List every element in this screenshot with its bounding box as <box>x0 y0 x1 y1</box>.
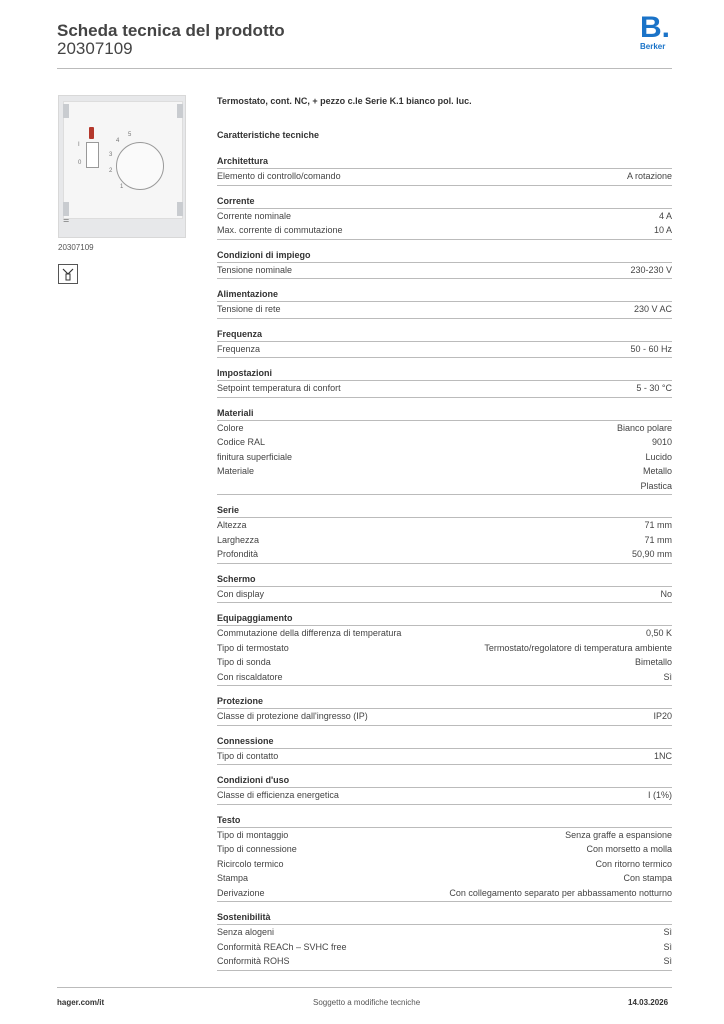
switch-label-on: I <box>78 142 80 148</box>
brand-logo <box>640 11 674 51</box>
spec-key: Tensione di rete <box>217 304 281 314</box>
spec-value <box>484 641 672 656</box>
spec-key: Tipo di termostato <box>217 642 289 653</box>
spec-key: Con riscaldatore <box>217 671 283 682</box>
spec-row <box>217 342 672 357</box>
spec-row <box>217 828 672 843</box>
spec-value <box>652 435 672 450</box>
spec-row <box>217 263 672 278</box>
spec-value <box>663 940 672 955</box>
section-end-rule <box>217 602 672 603</box>
spec-value <box>648 788 672 803</box>
spec-row <box>217 670 672 685</box>
led-indicator <box>89 127 94 139</box>
spec-value-line: Termostato/regolatore di temperatura ambiente <box>484 642 672 653</box>
spec-value-line: 50,90 mm <box>631 549 672 559</box>
spec-value <box>640 464 672 493</box>
section-title: Impostazioni <box>217 368 273 378</box>
spec-value-line: Lucido <box>645 451 672 462</box>
section-title: Protezione <box>217 696 264 706</box>
spec-value-line: No <box>660 588 672 599</box>
spec-key: Colore <box>217 422 244 433</box>
spec-value-line: 230 V AC <box>633 304 672 314</box>
spec-key: Altezza <box>217 520 247 530</box>
section-end-rule <box>217 185 672 186</box>
spec-value-line: Sì <box>663 956 672 966</box>
footer-note: Soggetto a modifiche tecniche <box>313 998 421 1007</box>
section-title: Condizioni d'uso <box>217 775 290 785</box>
spec-value-line: Con morsetto a molla <box>586 844 672 854</box>
spec-value-line: IP20 <box>653 711 672 721</box>
spec-value <box>565 828 672 843</box>
section-end-rule <box>217 563 672 564</box>
spec-row <box>217 587 672 602</box>
spec-value-line: 50 - 60 Hz <box>630 343 672 354</box>
spec-key: Commutazione della differenza di temperatura <box>217 628 402 638</box>
spec-row <box>217 533 672 548</box>
spec-value-line: 71 mm <box>644 534 672 545</box>
brand-letter: B. <box>640 11 670 44</box>
spec-key: Codice RAL <box>217 437 266 447</box>
spec-key: Larghezza <box>217 534 260 545</box>
spec-row <box>217 749 672 764</box>
section-end-rule <box>217 764 672 765</box>
spec-content <box>217 96 672 980</box>
section-end-rule <box>217 278 672 279</box>
spec-row <box>217 450 672 465</box>
section-end-rule <box>217 725 672 726</box>
section-end-rule <box>217 804 672 805</box>
section-title: Connessione <box>217 735 274 746</box>
spec-row <box>217 871 672 886</box>
spec-row <box>217 209 672 224</box>
section-title: Schermo <box>217 573 256 584</box>
section-end-rule <box>217 397 672 398</box>
spec-key: Ricircolo termico <box>217 858 284 869</box>
header-divider <box>57 68 672 69</box>
spec-value-line: Senza graffe a espansione <box>565 829 672 840</box>
spec-value <box>632 547 672 562</box>
spec-value <box>660 587 672 602</box>
spec-value <box>586 842 672 857</box>
spec-row <box>217 518 672 533</box>
spec-value-line: 71 mm <box>644 520 672 530</box>
spec-value <box>623 871 672 886</box>
spec-value <box>663 925 672 940</box>
spec-key: Frequenza <box>217 343 261 354</box>
spec-row <box>217 886 672 901</box>
spec-value <box>630 342 672 357</box>
section-title: Condizioni di impiego <box>217 249 311 260</box>
spec-value <box>645 450 672 465</box>
product-image <box>58 95 186 238</box>
spec-row <box>217 641 672 656</box>
spec-value-line: I (1%) <box>647 790 672 800</box>
spec-row <box>217 223 672 238</box>
spec-value-line: Con ritorno termico <box>595 858 672 869</box>
spec-row <box>217 940 672 955</box>
spec-key: Classe di efficienza energetica <box>217 790 339 800</box>
spec-key: Setpoint temperatura di confort <box>217 383 341 393</box>
section-title: Equipaggiamento <box>217 613 293 623</box>
switch-label-off: 0 <box>78 160 82 166</box>
spec-value-line: Sì <box>663 941 672 952</box>
section-title: Corrente <box>217 195 255 206</box>
spec-value <box>654 749 672 764</box>
footer-divider <box>57 987 672 988</box>
spec-value <box>653 709 672 724</box>
spec-row <box>217 421 672 436</box>
screws-icon: ⚌ <box>63 217 70 224</box>
spec-row <box>217 857 672 872</box>
spec-row <box>217 655 672 670</box>
spec-value <box>659 209 672 224</box>
product-description: Termostato, cont. NC, + pezzo c.le Serie K.1 bianco pol. luc. <box>217 96 472 106</box>
rocker-switch <box>86 142 99 168</box>
spec-value <box>595 857 672 872</box>
spec-key: Senza alogeni <box>217 927 275 937</box>
spec-key: Classe di protezione dall'ingresso (IP) <box>217 711 368 721</box>
spec-key: Tipo di montaggio <box>217 829 289 840</box>
spec-row <box>217 464 672 493</box>
spec-key: Tensione nominale <box>217 264 293 275</box>
spec-value-line: Bianco polare <box>616 422 672 433</box>
spec-value-line: 1NC <box>653 750 672 761</box>
product-code: 20307109 <box>57 39 133 58</box>
spec-value-line: 5 - 30 °C <box>636 383 672 393</box>
section-title: Frequenza <box>217 328 263 339</box>
spec-value <box>636 381 672 396</box>
spec-value <box>449 886 672 901</box>
temperature-knob <box>116 142 164 190</box>
section-title: Sostenibilità <box>217 912 271 922</box>
spec-row <box>217 954 672 969</box>
spec-row <box>217 788 672 803</box>
spec-value <box>663 954 672 969</box>
spec-row <box>217 925 672 940</box>
spec-key: Profondità <box>217 549 259 559</box>
spec-key: Tipo di contatto <box>217 750 279 761</box>
spec-value <box>654 223 672 238</box>
spec-key: Elemento di controllo/comando <box>217 171 341 181</box>
section-title: Testo <box>217 814 241 825</box>
spec-value <box>617 421 672 436</box>
spec-value-line: Metallo <box>642 466 672 476</box>
spec-row <box>217 302 672 317</box>
spec-value <box>635 655 672 670</box>
spec-value-line: Bimetallo <box>634 657 672 667</box>
section-end-rule <box>217 357 672 358</box>
image-caption: 20307109 <box>58 243 94 252</box>
brand-name: Berker <box>640 42 666 51</box>
knob-label: 2 <box>109 168 113 174</box>
spec-value-line: Plastica <box>640 480 672 491</box>
spec-key: Conformità REACh – SVHC free <box>217 941 347 952</box>
thermostat-plate <box>63 101 183 219</box>
spec-value-line: A rotazione <box>626 171 672 181</box>
section-end-rule <box>217 685 672 686</box>
spec-value-line: 10 A <box>653 225 672 235</box>
footer-date: 14.03.2026 <box>628 998 669 1007</box>
tech-heading: Caratteristiche tecniche <box>217 130 320 140</box>
footer-website: hager.com/it <box>57 998 105 1007</box>
spec-value-line: 0,50 K <box>645 628 672 638</box>
spec-value <box>630 263 672 278</box>
spec-key: Conformità ROHS <box>217 956 290 966</box>
spec-value <box>644 518 672 533</box>
section-title: Serie <box>217 505 240 515</box>
spec-key: Corrente nominale <box>217 210 292 221</box>
mounting-tool-icon <box>58 264 78 284</box>
spec-value <box>646 626 672 641</box>
spec-value <box>644 533 672 548</box>
spec-row <box>217 169 672 184</box>
section-end-rule <box>217 970 672 971</box>
spec-sections <box>217 155 672 971</box>
spec-value <box>663 670 672 685</box>
section-title: Alimentazione <box>217 289 279 299</box>
spec-key: Derivazione <box>217 887 265 898</box>
spec-value <box>634 302 672 317</box>
section-end-rule <box>217 901 672 902</box>
spec-row <box>217 626 672 641</box>
spec-key: Stampa <box>217 873 249 883</box>
section-end-rule <box>217 239 672 240</box>
spec-value-line: Con collegamento separato per abbassamento notturno <box>449 887 672 898</box>
spec-row <box>217 709 672 724</box>
knob-label: 5 <box>128 132 132 138</box>
section-end-rule <box>217 494 672 495</box>
spec-row <box>217 381 672 396</box>
page-title: Scheda tecnica del prodotto <box>57 21 285 40</box>
spec-value-line: 4 A <box>658 210 672 221</box>
knob-label: 3 <box>109 152 113 158</box>
knob-label: 1 <box>120 184 124 190</box>
knob-label: 4 <box>116 138 120 144</box>
section-end-rule <box>217 318 672 319</box>
spec-value-line: 230-230 V <box>630 264 672 275</box>
spec-row <box>217 842 672 857</box>
spec-key: Max. corrente di commutazione <box>217 225 343 235</box>
spec-key: Materiale <box>217 466 255 476</box>
spec-value-line: 9010 <box>651 437 672 447</box>
spec-value-line: Con stampa <box>623 873 672 883</box>
spec-key: Con display <box>217 588 265 599</box>
spec-row <box>217 547 672 562</box>
spec-value-line: Sì <box>663 927 672 937</box>
spec-value <box>627 169 672 184</box>
section-title: Materiali <box>217 407 254 418</box>
spec-key: Tipo di sonda <box>217 657 271 667</box>
spec-key: finitura superficiale <box>217 451 293 462</box>
spec-key: Tipo di connessione <box>217 844 297 854</box>
section-title: Architettura <box>217 156 269 166</box>
spec-row <box>217 435 672 450</box>
spec-value-line: Sì <box>663 671 672 682</box>
